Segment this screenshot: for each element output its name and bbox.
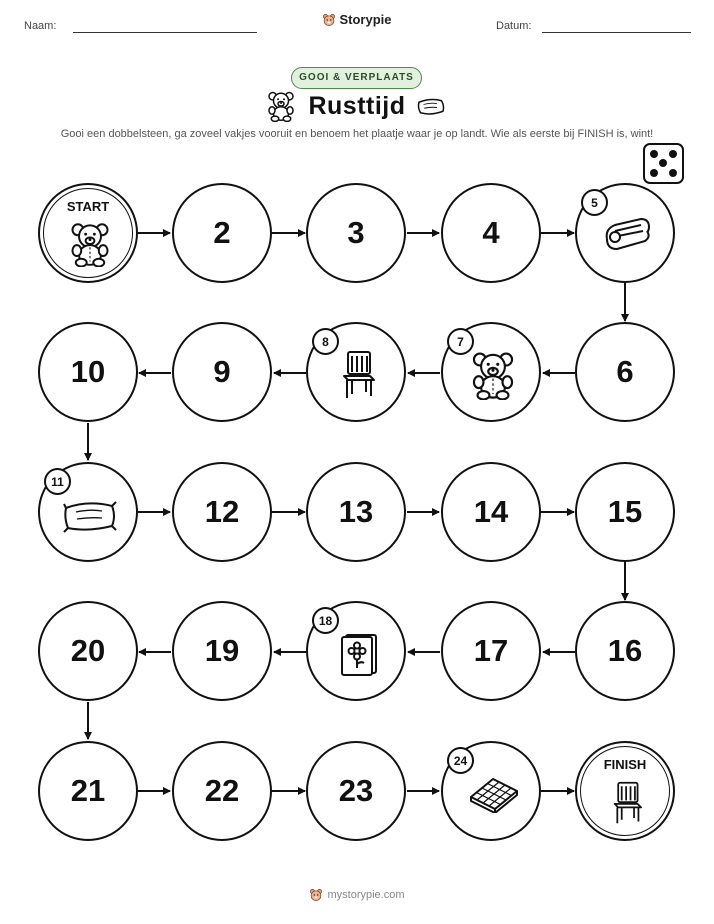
cell-number: 23 (338, 773, 374, 808)
activity-tag: GOOI & VERPLAATS (291, 67, 422, 89)
cell-number: 9 (213, 354, 231, 389)
board-cell (306, 183, 406, 283)
board-cell (172, 322, 272, 422)
board-cell (441, 462, 541, 562)
cell-number: 21 (70, 773, 106, 808)
cell-number: 15 (607, 494, 643, 529)
cell-number: 17 (473, 633, 509, 668)
cell-number: 13 (338, 494, 374, 529)
teddy-bear-icon (68, 221, 112, 267)
board-cell (575, 322, 675, 422)
cell-number-badge: 24 (447, 747, 474, 774)
cell-number: 20 (70, 633, 106, 668)
finish-label: FINISH (603, 757, 647, 772)
board-cell (306, 462, 406, 562)
chair-icon (340, 350, 376, 400)
picture-book-icon (338, 631, 380, 677)
cell-number-badge: 11 (44, 468, 71, 495)
board-cell (172, 462, 272, 562)
chair-icon (611, 781, 643, 825)
board-cell (575, 462, 675, 562)
footer (0, 888, 714, 905)
board-cell (441, 183, 541, 283)
start-cell (38, 183, 138, 283)
cell-number: 22 (204, 773, 240, 808)
board-cell (38, 322, 138, 422)
cell-number: 14 (473, 494, 509, 529)
cell-number: 10 (70, 354, 106, 389)
picture-cell (306, 322, 406, 422)
board-cell (172, 741, 272, 841)
instructions: Gooi een dobbelsteen, ga zoveel vakjes vooruit en benoem het plaatje waar je op landt. Wie als eerste bij FINISH is, wint! (60, 128, 654, 140)
cell-number: 12 (204, 494, 240, 529)
cell-number: 19 (204, 633, 240, 668)
picture-cell (441, 322, 541, 422)
picture-cell (441, 741, 541, 841)
storypie-bear-icon (309, 888, 323, 902)
cell-number: 16 (607, 633, 643, 668)
picture-cell (306, 601, 406, 701)
finish-cell (575, 741, 675, 841)
board-cell (575, 601, 675, 701)
brand-name: Storypie (339, 12, 392, 27)
cell-number: 6 (616, 354, 634, 389)
teddy-bear-icon (469, 350, 517, 400)
cell-number-badge: 8 (312, 328, 339, 355)
footer-site: mystorypie.com (327, 889, 405, 901)
name-label: Naam: (24, 20, 57, 32)
cell-number: 4 (482, 215, 500, 250)
mat-icon (467, 775, 521, 813)
board-cell (441, 601, 541, 701)
board-cell (172, 601, 272, 701)
board-cell (172, 183, 272, 283)
folded-blanket-icon (601, 215, 653, 255)
board-cell (38, 601, 138, 701)
cell-number: 3 (347, 215, 365, 250)
date-label: Datum: (496, 20, 532, 32)
cell-number-badge: 18 (312, 607, 339, 634)
worksheet-title: Rusttijd (308, 92, 406, 120)
cell-number-badge: 5 (581, 189, 608, 216)
start-label: START (66, 199, 110, 214)
picture-cell (38, 462, 138, 562)
cell-number-badge: 7 (447, 328, 474, 355)
pillow-icon (62, 498, 118, 534)
cell-number: 2 (213, 215, 231, 250)
board-cell (38, 741, 138, 841)
board-cell (306, 741, 406, 841)
picture-cell (575, 183, 675, 283)
